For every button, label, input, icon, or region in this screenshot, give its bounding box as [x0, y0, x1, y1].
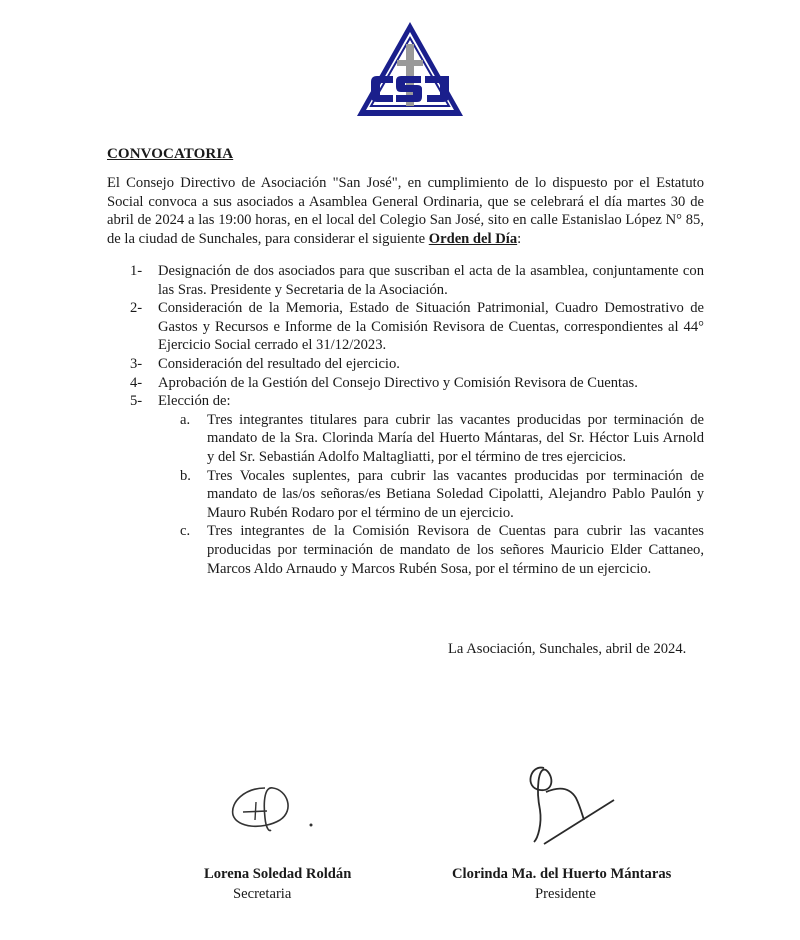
agenda-text: Consideración de la Memoria, Estado de Situación Patrimonial, Cuadro Demostrativo de Gastos y Recursos e Informe de la Comisión Revisora de Cuentas, correspondientes al 44° Ejercicio Social cerrado el 31/12/2023.	[158, 300, 704, 354]
agenda-text: Consideración del resultado del ejercicio.	[158, 355, 400, 372]
election-text: Tres integrantes titulares para cubrir las vacantes producidas por terminación de mandato de la Sra. Clorinda María del Huerto Mántaras, del Sr. Héctor Luis Arnold y del Sr. Sebastián Adolfo Maltagliatti, por el término de tres ejercicios.	[207, 411, 704, 465]
closing-line: La Asociación, Sunchales, abril de 2024.	[448, 641, 687, 657]
presidente-role: Presidente	[535, 886, 596, 902]
agenda-number: 5-	[130, 393, 143, 410]
intro-paragraph	[107, 174, 704, 248]
election-text: Tres Vocales suplentes, para cubrir las vacantes producidas por terminación de mandato de las/os señoras/es Betiana Soledad Cipolatti, Alejandro Pablo Paulón y Mauro Rubén Rodaro por el término de un ejercicio.	[207, 467, 704, 521]
agenda-list	[130, 262, 704, 578]
election-letter: b.	[180, 467, 191, 484]
agenda-item	[130, 374, 704, 393]
agenda-text: Elección de:	[158, 393, 231, 410]
election-item	[180, 467, 704, 523]
agenda-item	[130, 355, 704, 374]
intro-text: El Consejo Directivo de Asociación "San José", en cumplimiento de lo dispuesto por el Estatuto Social convoca a sus asociados a Asamblea General Ordinaria, que se celebrará el día martes 30 de abril de 2024 a las 19:00 horas, en el local del Colegio San José, sito en calle Estanislao López N° 85, de la ciudad de Sunchales, para considerar el siguiente	[107, 175, 704, 247]
election-item	[180, 411, 704, 467]
signature-presidente	[510, 760, 630, 850]
page-title: CONVOCATORIA	[107, 146, 234, 162]
csj-logo	[355, 20, 465, 123]
agenda-number: 3-	[130, 355, 143, 372]
secretaria-role: Secretaria	[233, 886, 292, 902]
agenda-item	[130, 262, 704, 299]
agenda-item	[130, 392, 704, 411]
agenda-number: 2-	[130, 300, 143, 317]
agenda-number: 1-	[130, 263, 143, 279]
agenda-text: Designación de dos asociados para que suscriban el acta de la asamblea, conjuntamente con las Sras. Presidente y Secretaria de la Asociación.	[158, 263, 704, 298]
intro-colon: :	[517, 230, 522, 247]
agenda-item	[130, 299, 704, 355]
election-letter: a.	[180, 411, 191, 428]
secretaria-name: Lorena Soledad Roldán	[204, 866, 352, 882]
presidente-name: Clorinda Ma. del Huerto Mántaras	[452, 866, 672, 882]
signature-secretaria	[225, 780, 325, 840]
election-text: Tres integrantes de la Comisión Revisora de Cuentas para cubrir las vacantes producidas por terminación de mandato de los señores Mauricio Elder Cattaneo, Marcos Aldo Arnaudo y Marcos Rubén Sosa, por el término de un ejercicio.	[207, 523, 704, 577]
agenda-number: 4-	[130, 374, 143, 391]
election-item	[180, 522, 704, 578]
election-letter: c.	[180, 523, 191, 540]
agenda-text: Aprobación de la Gestión del Consejo Directivo y Comisión Revisora de Cuentas.	[158, 374, 638, 391]
orden-del-dia: Orden del Día	[428, 230, 518, 247]
